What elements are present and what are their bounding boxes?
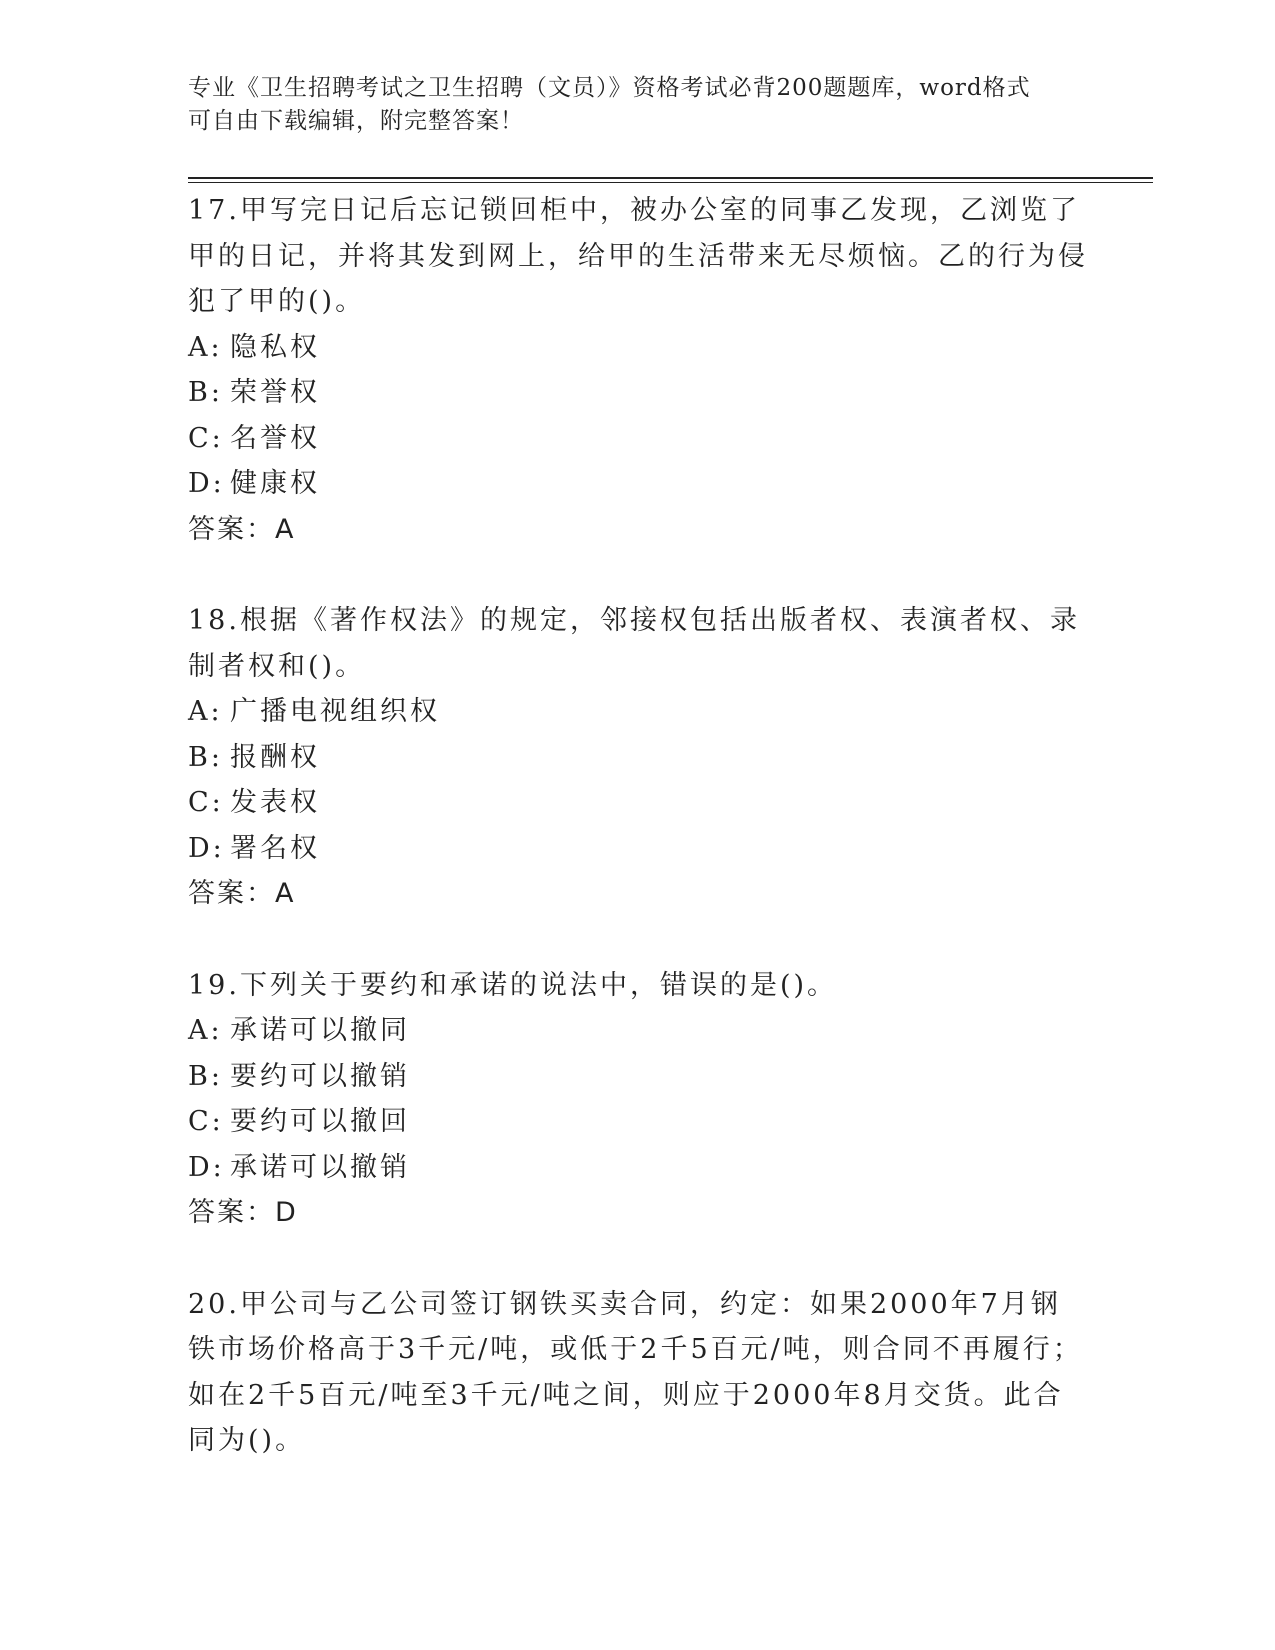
option-a <box>188 1008 1088 1054</box>
question-text: 19.下列关于要约和承诺的说法中，错误的是()。 <box>188 969 838 1001</box>
option-text: 承诺可以撤销 <box>230 1151 410 1183</box>
question-list <box>188 188 1088 1510</box>
question-20 <box>188 1282 1088 1464</box>
option-text: 要约可以撤销 <box>230 1060 410 1092</box>
option-letter: B: <box>188 377 223 408</box>
header-line-2: 可自由下载编辑，附完整答案！ <box>188 108 524 134</box>
question-17 <box>188 188 1088 552</box>
question-text: 20.甲公司与乙公司签订钢铁买卖合同，约定：如果2000年7月钢铁市场价格高于3千元/吨，或低于2千5百元/吨，则合同不再履行；如在2千5百元/吨至3千元/吨之间，则应于2000年8月交货。此合同为()。 <box>188 1288 1083 1456</box>
option-letter: A: <box>188 1015 223 1046</box>
option-letter: A: <box>188 696 223 727</box>
option-a <box>188 689 1088 735</box>
option-a <box>188 325 1088 371</box>
option-text: 发表权 <box>230 787 320 818</box>
answer-line: 答案：A <box>188 513 296 545</box>
option-text: 隐私权 <box>230 331 320 363</box>
option-c <box>188 416 1088 462</box>
option-c <box>188 1099 1088 1145</box>
question-19 <box>188 963 1088 1236</box>
option-letter: B: <box>188 741 223 773</box>
header-rule-thick <box>188 177 1153 179</box>
answer-line: 答案：D <box>188 1197 298 1228</box>
option-letter: D: <box>188 832 225 864</box>
option-letter: A: <box>188 331 223 363</box>
question-text: 18.根据《著作权法》的规定，邻接权包括出版者权、表演者权、录制者权和()。 <box>188 605 1080 682</box>
document-header <box>188 72 1088 138</box>
option-b <box>188 1054 1088 1100</box>
option-text: 名誉权 <box>230 422 320 454</box>
option-letter: D: <box>188 468 225 499</box>
header-rule-thin <box>188 182 1153 183</box>
option-letter: C: <box>188 422 224 454</box>
option-d <box>188 1145 1088 1191</box>
option-d <box>188 826 1088 872</box>
option-letter: B: <box>188 1060 223 1092</box>
option-text: 广播电视组织权 <box>230 696 440 727</box>
option-letter: D: <box>188 1151 225 1183</box>
option-letter: C: <box>188 787 224 818</box>
header-line-1: 专业《卫生招聘考试之卫生招聘（文员）》资格考试必背200题题库，word格式 <box>188 75 1031 101</box>
option-letter: C: <box>188 1106 224 1137</box>
option-text: 报酬权 <box>230 741 320 773</box>
question-text: 17.甲写完日记后忘记锁回柜中，被办公室的同事乙发现，乙浏览了甲的日记，并将其发到网上，给甲的生活带来无尽烦恼。乙的行为侵犯了甲的()。 <box>188 195 1088 317</box>
question-18 <box>188 598 1088 917</box>
option-text: 健康权 <box>230 468 320 499</box>
option-text: 承诺可以撤同 <box>230 1015 410 1046</box>
option-text: 荣誉权 <box>230 377 320 408</box>
option-d <box>188 461 1088 507</box>
option-b <box>188 735 1088 781</box>
answer-line: 答案：A <box>188 878 296 909</box>
option-text: 署名权 <box>230 832 320 864</box>
option-b <box>188 370 1088 416</box>
option-text: 要约可以撤回 <box>230 1106 410 1137</box>
option-c <box>188 780 1088 826</box>
